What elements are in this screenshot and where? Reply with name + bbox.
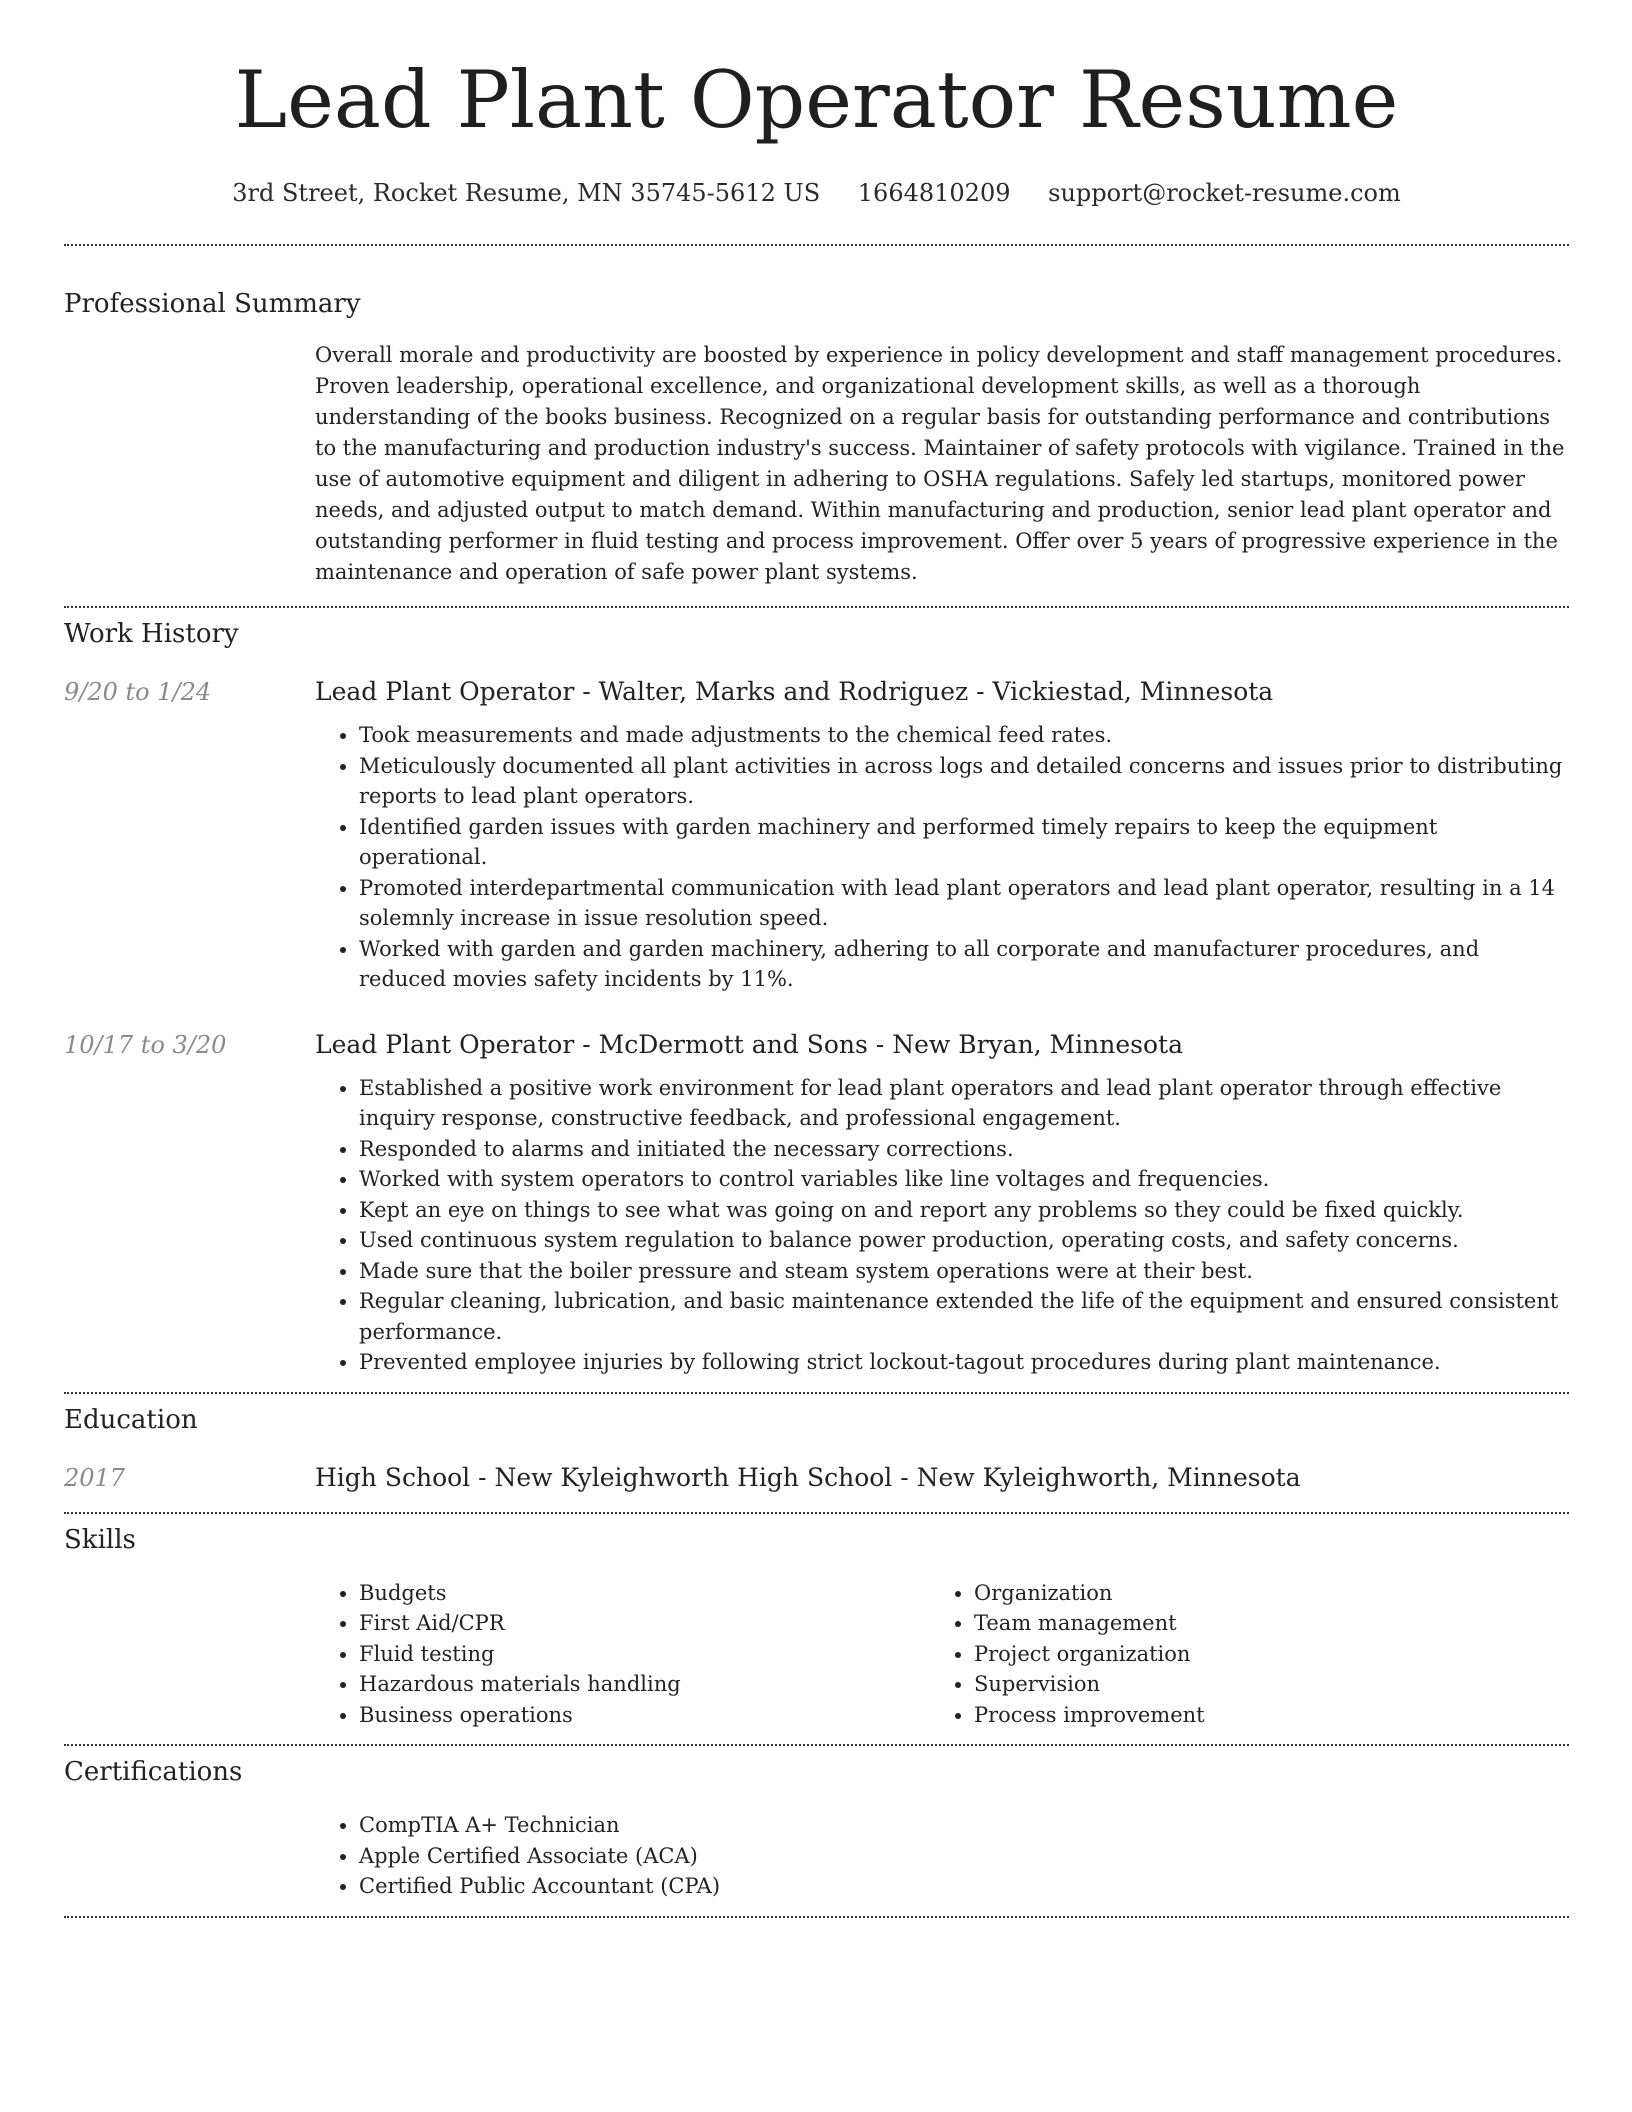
list-item: • Team management <box>974 1608 1545 1639</box>
skills-list-right <box>930 1578 1545 1731</box>
section-title-work: Work History <box>64 619 239 649</box>
contact-address: 3rd Street, Rocket Resume, MN 35745-5612 US <box>232 179 821 207</box>
job-date: 10/17 to 3/20 <box>64 1030 227 1059</box>
list-item: • CompTIA A+ Technician <box>359 1810 1569 1841</box>
section-title-skills: Skills <box>64 1524 136 1555</box>
list-item: • Made sure that the boiler pressure and steam system operations were at their best. <box>359 1256 1569 1287</box>
skills-list-left <box>315 1578 930 1731</box>
list-item: • Apple Certified Associate (ACA) <box>359 1841 1569 1872</box>
job-bullets <box>315 720 1569 995</box>
summary-section <box>64 246 1569 588</box>
work-history-section <box>64 608 1569 1378</box>
list-item: • Regular cleaning, lubrication, and basic maintenance extended the life of the equipment and ensured consistent performance. <box>359 1286 1569 1347</box>
summary-text: Overall morale and productivity are boosted by experience in policy development and staff management procedures. Proven leadership, operational excellence, and organizational development skills, as well as a thorough understanding of the books business. Recognized on a regular basis for outstanding performance and contributions to the manufacturing and production industry's success. Maintainer of safety protocols with vigilance. Trained in the use of automotive equipment and diligent in adhering to OSHA regulations. Safely led startups, monitored power needs, and adjusted output to match demand. Within manufacturing and production, senior lead plant operator and outstanding performer in fluid testing and process improvement. Offer over 5 years of progressive experience in the maintenance and operation of safe power plant systems. <box>315 343 1565 584</box>
list-item: • Established a positive work environment for lead plant operators and lead plant operator through effective inquiry response, constructive feedback, and professional engagement. <box>359 1073 1569 1134</box>
certifications-section <box>64 1746 1569 1902</box>
contact-phone: 1664810209 <box>857 179 1011 207</box>
list-item: • Project organization <box>974 1639 1545 1670</box>
job-entry <box>64 676 1569 995</box>
job-heading: Lead Plant Operator - Walter, Marks and Rodriguez - Vickiestad, Minnesota <box>315 677 1274 706</box>
list-item: • Business operations <box>359 1700 930 1731</box>
list-item: • Used continuous system regulation to balance power production, operating costs, and safety concerns. <box>359 1225 1569 1256</box>
list-item: • Hazardous materials handling <box>359 1669 930 1700</box>
list-item: • First Aid/CPR <box>359 1608 930 1639</box>
job-date: 9/20 to 1/24 <box>64 678 212 706</box>
list-item: • Worked with garden and garden machinery, adhering to all corporate and manufacturer procedures, and reduced movies safety incidents by 11%. <box>359 934 1569 995</box>
certifications-list <box>315 1810 1569 1902</box>
list-item: • Worked with system operators to control variables like line voltages and frequencies. <box>359 1164 1569 1195</box>
section-title-certifications: Certifications <box>64 1757 243 1787</box>
education-date: 2017 <box>64 1463 126 1492</box>
list-item: • Supervision <box>974 1669 1545 1700</box>
list-item: • Kept an eye on things to see what was going on and report any problems so they could be fixed quickly. <box>359 1195 1569 1226</box>
list-item: • Took measurements and made adjustments to the chemical feed rates. <box>359 720 1569 751</box>
section-title-summary: Professional Summary <box>64 289 361 319</box>
section-divider <box>64 1916 1569 1918</box>
education-heading: High School - New Kyleighworth High School - New Kyleighworth, Minnesota <box>315 1462 1301 1492</box>
section-title-education: Education <box>64 1404 198 1435</box>
list-item: • Process improvement <box>974 1700 1545 1731</box>
resume-header <box>64 0 1569 208</box>
list-item: • Responded to alarms and initiated the necessary corrections. <box>359 1134 1569 1165</box>
contact-line <box>64 178 1569 208</box>
list-item: • Meticulously documented all plant activities in across logs and detailed concerns and issues prior to distributing reports to lead plant operators. <box>359 751 1569 812</box>
job-entry <box>64 1029 1569 1378</box>
list-item: • Budgets <box>359 1578 930 1609</box>
skills-section <box>64 1514 1569 1731</box>
list-item: • Fluid testing <box>359 1639 930 1670</box>
job-bullets <box>315 1073 1569 1378</box>
job-heading: Lead Plant Operator - McDermott and Sons - New Bryan, Minnesota <box>315 1029 1183 1059</box>
list-item: • Identified garden issues with garden machinery and performed timely repairs to keep the equipment operational. <box>359 812 1569 873</box>
resume-title: Lead Plant Operator Resume <box>234 54 1399 146</box>
resume-page <box>64 0 1569 1918</box>
list-item: • Promoted interdepartmental communication with lead plant operators and lead plant operator, resulting in a 14 solemnly increase in issue resolution speed. <box>359 873 1569 934</box>
contact-email: support@rocket-resume.com <box>1048 179 1401 207</box>
education-section <box>64 1394 1569 1494</box>
list-item: • Organization <box>974 1578 1545 1609</box>
list-item: • Certified Public Accountant (CPA) <box>359 1871 1569 1902</box>
list-item: • Prevented employee injuries by following strict lockout-tagout procedures during plant maintenance. <box>359 1347 1569 1378</box>
